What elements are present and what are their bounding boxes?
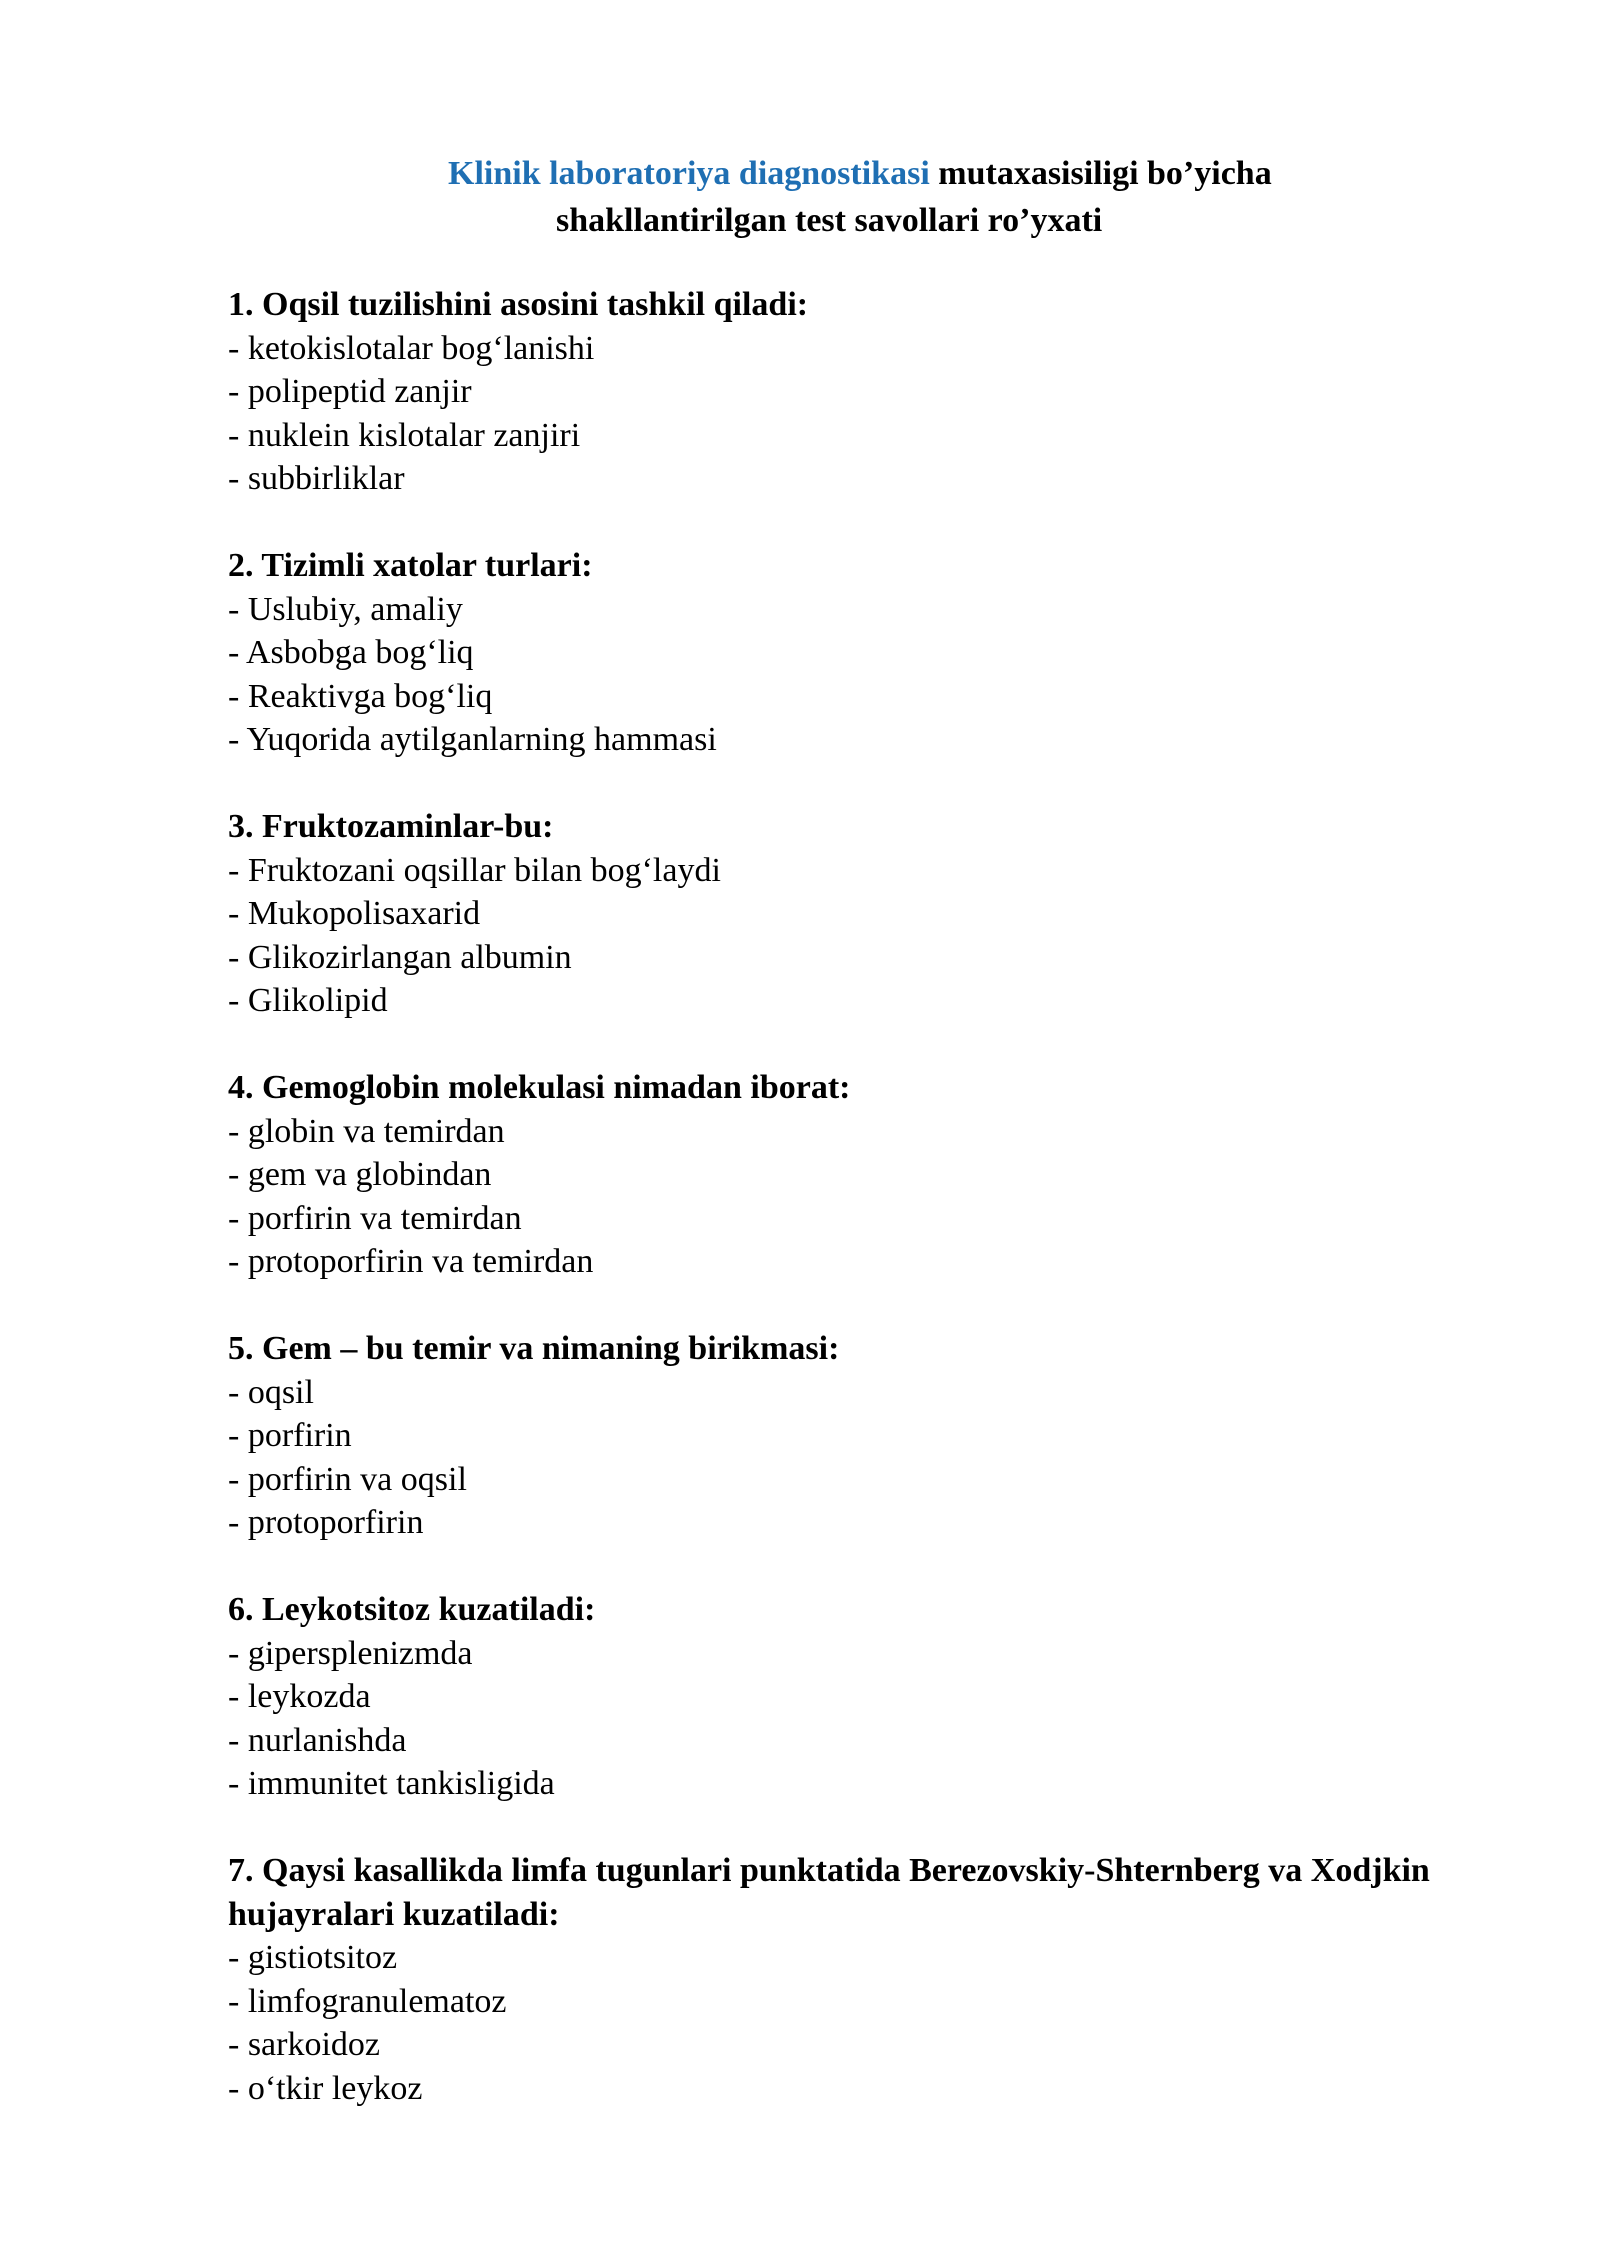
question-text: 2. Tizimli xatolar turlari: (228, 547, 593, 584)
document-title (0, 150, 1600, 244)
question-text: 3. Fruktozaminlar-bu: (228, 808, 554, 845)
answer-option: - sarkoidoz (228, 2026, 381, 2063)
answer-option: - Fruktozani oqsillar bilan bog‘laydi (228, 851, 721, 889)
question-5 (228, 1327, 1448, 1545)
answer-option: - Asbobga bog‘liq (228, 634, 474, 671)
title-line-1 (0, 150, 1600, 197)
answer-option: - o‘tkir leykoz (228, 2069, 423, 2107)
answer-option: - Yuqorida aytilganlarning hammasi (228, 721, 717, 758)
question-text: 4. Gemoglobin molekulasi nimadan iborat: (228, 1069, 851, 1106)
question-1 (228, 283, 1448, 501)
answer-option: - immunitet tankisligida (228, 1765, 555, 1802)
answer-option: - ketokislotalar bog‘lanishi (228, 329, 595, 367)
answer-option: - protoporfirin va temirdan (228, 1243, 594, 1280)
question-4 (228, 1066, 1448, 1284)
question-2 (228, 544, 1448, 762)
answer-option: - porfirin va temirdan (228, 1199, 522, 1237)
question-6 (228, 1588, 1448, 1806)
answer-option: - protoporfirin (228, 1504, 424, 1541)
answer-option: - Glikolipid (228, 982, 388, 1019)
question-list (228, 283, 1448, 2154)
question-7 (228, 1849, 1448, 2110)
answer-option: - Reaktivga bog‘liq (228, 677, 493, 715)
answer-option: - leykozda (228, 1678, 371, 1715)
answer-option: - limfogranulematoz (228, 1982, 507, 2020)
answer-option: - nuklein kislotalar zanjiri (228, 416, 581, 454)
answer-option: - gem va globindan (228, 1156, 492, 1193)
question-text: 1. Oqsil tuzilishini asosini tashkil qiladi: (228, 286, 809, 323)
question-text: 7. Qaysi kasallikda limfa tugunlari punktatida Berezovskiy-Shternberg va Xodjkin hujayralari kuzatiladi: (228, 1852, 1430, 1933)
question-text: 6. Leykotsitoz kuzatiladi: (228, 1591, 596, 1628)
answer-option: - porfirin va oqsil (228, 1460, 467, 1498)
answer-option: - Uslubiy, amaliy (228, 590, 463, 628)
answer-option: - globin va temirdan (228, 1112, 505, 1150)
answer-option: - gistiotsitoz (228, 1939, 398, 1976)
answer-option: - polipeptid zanjir (228, 373, 472, 410)
answer-option: - Glikozirlangan albumin (228, 938, 572, 976)
title-line-2: shakllantirilgan test savollari ro’yxati (556, 202, 1103, 239)
answer-option: - porfirin (228, 1417, 352, 1454)
answer-option: - gipersplenizmda (228, 1634, 473, 1672)
question-text: 5. Gem – bu temir va nimaning birikmasi: (228, 1330, 840, 1367)
title-specialty: Klinik laboratoriya diagnostikasi (448, 155, 930, 192)
answer-option: - Mukopolisaxarid (228, 895, 481, 932)
question-3 (228, 805, 1448, 1023)
answer-option: - nurlanishda (228, 1721, 407, 1759)
answer-option: - oqsil (228, 1373, 314, 1411)
title-line-1-rest: mutaxasisiligi bo’yicha (929, 155, 1272, 192)
answer-option: - subbirliklar (228, 460, 405, 497)
